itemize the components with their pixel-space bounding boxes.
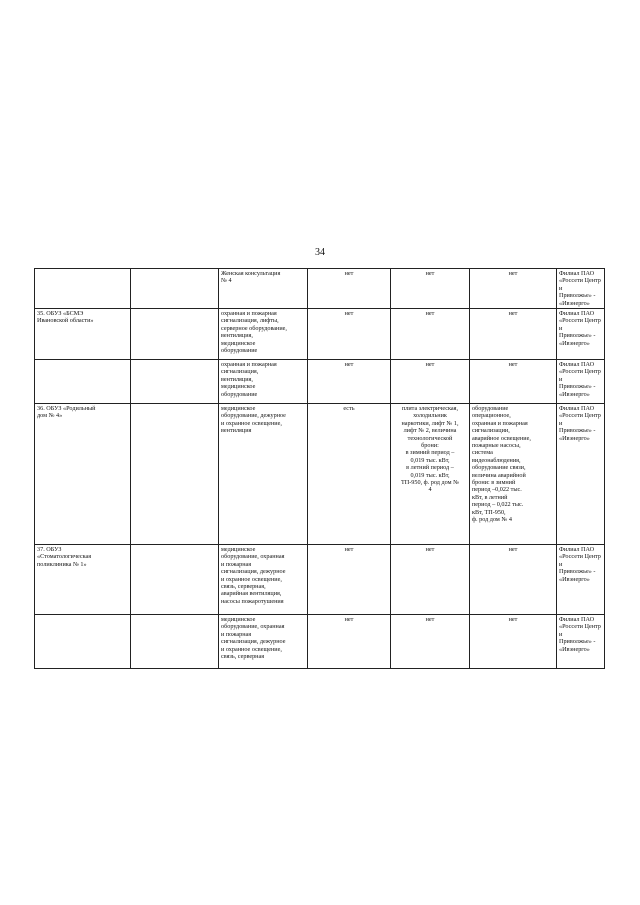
cell-technological-reserve: нет — [391, 269, 470, 309]
cell-supplier: Филиал ПАО «Россети Центр и Приволжье» - «Ивэнерго» — [557, 615, 605, 669]
cell-emergency-reserve: нет — [470, 360, 557, 404]
cell-organization: 37. ОБУЗ «Стоматологическая поликлиника № 1» — [35, 545, 131, 615]
cell-equipment: медицинское оборудование, дежурное и охранное освещение, вентиляция — [219, 404, 308, 545]
cell-technological-reserve: нет — [391, 360, 470, 404]
cell-subdivision — [131, 615, 219, 669]
cell-equipment: медицинское оборудование, охранная и пожарная сигнализация, дежурное и охранное освещение, связь, серверная, аварийная вентиляция, насосы пожаротушения — [219, 545, 308, 615]
cell-subdivision — [131, 545, 219, 615]
cell-emergency-reserve: нет — [470, 545, 557, 615]
cell-autonomous-source: нет — [308, 545, 391, 615]
cell-emergency-reserve: нет — [470, 615, 557, 669]
cell-organization — [35, 360, 131, 404]
cell-subdivision — [131, 269, 219, 309]
cell-emergency-reserve: нет — [470, 269, 557, 309]
cell-supplier: Филиал ПАО «Россети Центр и Приволжье» - «Ивэнерго» — [557, 269, 605, 309]
table-row — [35, 615, 605, 669]
page-number: 34 — [315, 247, 325, 258]
table-row — [35, 545, 605, 615]
cell-technological-reserve: плита электрическая, холодильник наркотики, лифт № 1, лифт № 2, величина технологической брони: в зимний период – 0,019 тыс. кВт, в летний период – 0,019 тыс. кВт, ТП-950, ф. род дом № 4 — [391, 404, 470, 545]
cell-equipment: Женская консультация № 4 — [219, 269, 308, 309]
cell-supplier: Филиал ПАО «Россети Центр и Приволжье» - «Ивэнерго» — [557, 360, 605, 404]
cell-equipment: охранная и пожарная сигнализация, лифты, серверное оборудование, вентиляция, медицинское оборудование — [219, 309, 308, 360]
cell-autonomous-source: нет — [308, 360, 391, 404]
table-row — [35, 360, 605, 404]
objects-table — [34, 268, 605, 669]
cell-technological-reserve: нет — [391, 545, 470, 615]
cell-emergency-reserve: нет — [470, 309, 557, 360]
cell-organization: 35. ОБУЗ «БСМЭ Ивановской области» — [35, 309, 131, 360]
cell-supplier: Филиал ПАО «Россети Центр и Приволжье» - «Ивэнерго» — [557, 404, 605, 545]
cell-organization: 36. ОБУЗ «Родильный дом № 4» — [35, 404, 131, 545]
cell-equipment: охранная и пожарная сигнализация, вентиляция, медицинское оборудование — [219, 360, 308, 404]
table-row — [35, 404, 605, 545]
cell-subdivision — [131, 404, 219, 545]
cell-organization — [35, 615, 131, 669]
cell-emergency-reserve: оборудование операционное, охранная и пожарная сигнализации, аварийное освещение, пожарные насосы, система видеонаблюдения, оборудование связи, величина аварийной брони: в зимний период –0,022 тыс. кВт, в летний период – 0,022 тыс. кВт, ТП-950, ф. род дом № 4 — [470, 404, 557, 545]
cell-supplier: Филиал ПАО «Россети Центр и Приволжье» - «Ивэнерго» — [557, 545, 605, 615]
cell-supplier: Филиал ПАО «Россети Центр и Приволжье» - «Ивэнерго» — [557, 309, 605, 360]
cell-technological-reserve: нет — [391, 309, 470, 360]
cell-autonomous-source: нет — [308, 309, 391, 360]
cell-technological-reserve: нет — [391, 615, 470, 669]
cell-autonomous-source: есть — [308, 404, 391, 545]
cell-autonomous-source: нет — [308, 269, 391, 309]
cell-autonomous-source: нет — [308, 615, 391, 669]
cell-equipment: медицинское оборудование, охранная и пожарная сигнализация, дежурное и охранное освещение, связь, серверная — [219, 615, 308, 669]
cell-subdivision — [131, 360, 219, 404]
table-row — [35, 309, 605, 360]
cell-organization — [35, 269, 131, 309]
cell-subdivision — [131, 309, 219, 360]
table-row — [35, 269, 605, 309]
